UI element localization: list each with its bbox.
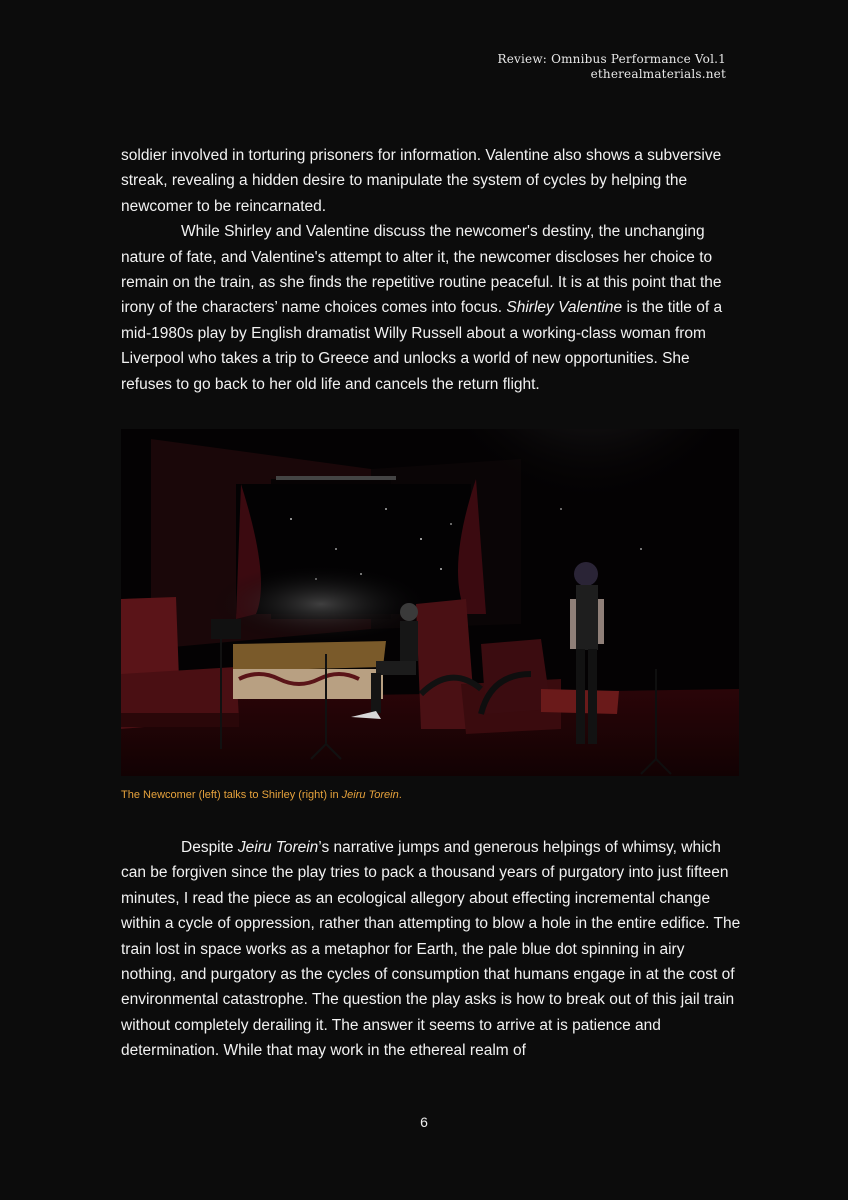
- header-title: Review: Omnibus Performance Vol.1: [497, 52, 726, 66]
- body-text-top: [121, 143, 741, 397]
- page-header: [497, 52, 726, 82]
- paragraph-text: is the title of a mid-1980s play by English dramatist Willy Russell about a working-class woman from Liverpool who takes a trip to Greece and unlocks a world of new opportunities. She refuses to go back to her old life and cancels the return flight.: [121, 299, 723, 393]
- caption-text: The Newcomer (left) talks to Shirley (right) in: [121, 789, 342, 801]
- caption-play-title: Jeiru Torein: [341, 789, 399, 801]
- body-text-bottom: [121, 835, 741, 1064]
- paragraph-ecological-allegory: [121, 835, 741, 1064]
- play-title-italic: Jeiru Torein: [237, 839, 319, 856]
- paragraph-text: ’s narrative jumps and generous helpings of whimsy, which can be forgiven since the play tries to pack a thousand years of purgatory into just fifteen minutes, I read the piece as an ecological allegory about effecting incremental change within a cycle of oppression, rather than attempting to blow a hole in the entire edifice. The train lost in space works as a metaphor for Earth, the pale blue dot spinning in airy nothing, and purgatory as the cycles of consumption that humans engage in at the cost of environmental catastrophe. The question the play asks is how to break out of this jail train without completely derailing it. The answer it seems to arrive at is patience and determination. While that may work in the ethereal realm of: [121, 839, 741, 1060]
- play-title-italic: Shirley Valentine: [506, 299, 623, 317]
- page-number: 6: [420, 1114, 428, 1130]
- figure-caption: [121, 789, 402, 801]
- stage-photo: [121, 429, 739, 776]
- paragraph-continued: soldier involved in torturing prisoners for information. Valentine also shows a subversive streak, revealing a hidden desire to manipulate the system of cycles by helping the newcomer to be reincarnated.: [121, 147, 722, 215]
- header-site: etherealmaterials.net: [590, 67, 726, 81]
- paragraph-shirley-valentine: [121, 219, 741, 397]
- caption-text: .: [398, 789, 402, 801]
- paragraph-text: Despite: [181, 839, 238, 856]
- paragraph-text: While Shirley and Valentine discuss the newcomer's destiny, the unchanging nature of fate, and Valentine's attempt to alter it, the newcomer discloses her choice to remain on the train, as she finds the repetitive routine peaceful. It is at this point that the irony of the characters’ name choices comes into focus.: [121, 223, 722, 317]
- stage-scene-illustration: [121, 429, 739, 776]
